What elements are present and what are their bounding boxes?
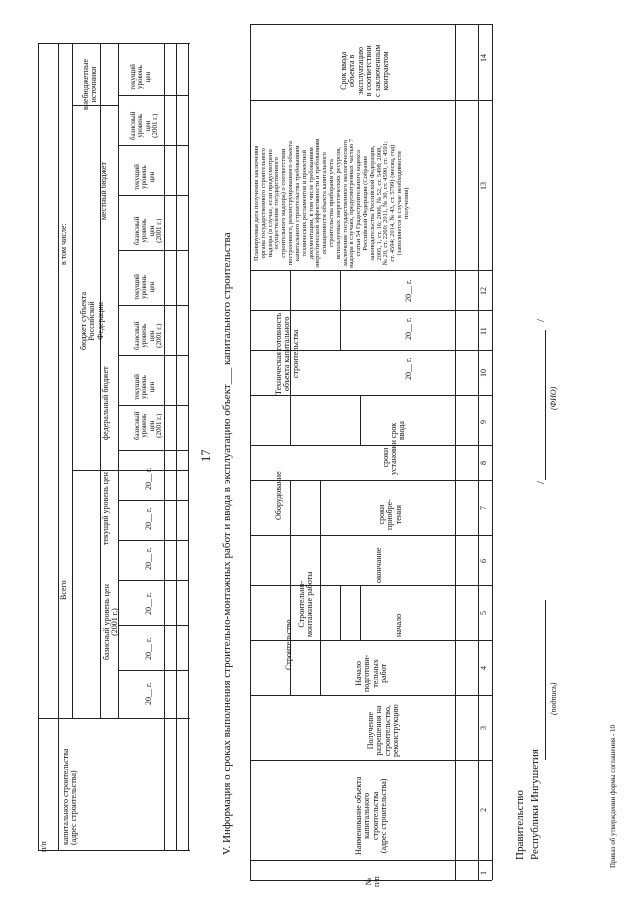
header-total: Всего	[59, 580, 68, 600]
col-tech-readiness: Техническая готовность объекта капитального строительства	[274, 312, 300, 395]
year-cell: 20__ г.	[144, 637, 153, 660]
col-number: 1	[479, 871, 488, 875]
col-equipment: Оборудование	[274, 471, 283, 520]
year-cell: 20__ г.	[404, 357, 413, 380]
sub-current: текущий уровень цен	[133, 274, 156, 300]
col-start: начало	[394, 613, 403, 637]
sub-base: базисный уровень цен (2001 г.)	[129, 111, 160, 140]
org-line-1: Правительство	[514, 790, 526, 860]
sub-current: текущий уровень цен	[129, 64, 152, 90]
year-cell: 20__ г.	[404, 279, 413, 302]
col-number: 12	[479, 287, 488, 295]
col-prep: Начало подготови- тельных работ	[354, 654, 389, 692]
section-title: V. Информация о сроках выполнения строительно-монтажных работ и ввода в эксплуатацию объект___ капитального строительства	[221, 232, 233, 855]
slash-2: /	[535, 318, 547, 322]
col-number: 9	[479, 420, 488, 424]
header-current-level: текущий уровень цен	[101, 472, 110, 545]
year-cell: 20__ г.	[404, 317, 413, 340]
header-base-level: базисный уровень цен (2001 г.)	[102, 584, 120, 660]
col-number: 2	[479, 808, 488, 812]
col-smr: Строительно- монтажные работы	[297, 571, 315, 637]
sub-base: базисный уровень цен (2001 г.)	[133, 321, 164, 350]
col-permit: Получение разрешения на строительство, реконструкцию	[366, 704, 401, 757]
col-number: 13	[479, 182, 488, 190]
col-number: 14	[479, 54, 488, 62]
header-in-that-number: в том числе:	[59, 223, 68, 265]
year-cell: 20__ г.	[144, 592, 153, 615]
page-number: 17	[199, 449, 213, 462]
header-regional: бюджет субъекта Российской Федерации	[79, 291, 105, 350]
col-number: 8	[479, 461, 488, 465]
sub-current: текущий уровень цен	[133, 164, 156, 190]
col-commissioning: Срок ввода объекта в эксплуатацию в соответствии с заключенным контрактом	[339, 44, 390, 97]
col-install: сроки установки	[381, 440, 399, 475]
fio-caption: (ФИО)	[549, 386, 558, 410]
year-cell: 20__ г.	[144, 682, 153, 705]
year-cell: 20__ г.	[144, 507, 153, 530]
sub-base: базисный уровень цен (2001 г.)	[133, 216, 164, 245]
col-name: Наименование объекта капитального строительства (адрес строительства)	[354, 776, 389, 855]
col-number: 11	[479, 327, 488, 335]
col-number: 10	[479, 369, 488, 377]
sub-current: текущий уровень цен	[133, 374, 156, 400]
col-number: 7	[479, 506, 488, 510]
col-end: окончание	[374, 547, 383, 583]
header-federal: федеральный бюджет	[101, 366, 110, 440]
year-cell: 20__ г.	[144, 467, 153, 490]
col-np: № п/п	[364, 876, 382, 887]
footer-note: Приказ об утверждении формы соглашения - 10	[609, 724, 617, 868]
col-planned-date: Планируемая дата получения заключения органа государственного строительного надзора (в случае, если предусмотрено осуществление государственного строительного надзора) о соответствии построенного, реконструированного объекта капитального строительства требованиям технических регламентов и проектной документации, в том числе требованиям энергетической эффективности и требованиям оснащенности объекта капитального строительства приборами учета используемых энергетических ресурсов, заключение государственного экологического надзора в случаях, предусмотренных частью 7 статьи 54 Градостроительного кодекса Российской Федерации (Собрание законодательства Российской Федерации, 2005, 1, ст. 16; 2006, № 52, ст. 5498; 2008, № 20, ст. 2260; 2011, № 30, ст. 4590, ст. 4591; ст. 4594; 2014, № 43, ст. 5799) (месяц, год) (заполняется в случае необходимости получения)	[253, 138, 410, 268]
header-np: п/п	[39, 841, 48, 852]
col-launch: срок ввода	[389, 421, 407, 440]
col-construction: Строительство	[284, 619, 293, 670]
col-acquire: сроки приобре- тения	[377, 499, 403, 530]
year-cell: 20__ г.	[144, 547, 153, 570]
slash-1: /	[535, 480, 547, 484]
header-local: местный бюджет	[99, 162, 108, 220]
org-line-2: Республики Ингушетия	[529, 749, 541, 860]
col-number: 6	[479, 559, 488, 563]
col-number: 5	[479, 611, 488, 615]
sign-caption: (подпись)	[549, 682, 558, 715]
col-number: 3	[479, 726, 488, 730]
header-object: капитального строительства (адрес строительства)	[61, 748, 79, 845]
header-nonbudget: внебюджетные источники	[81, 59, 99, 110]
col-number: 4	[479, 666, 488, 670]
sub-base: базисный уровень цен (2001 г.)	[133, 411, 164, 440]
